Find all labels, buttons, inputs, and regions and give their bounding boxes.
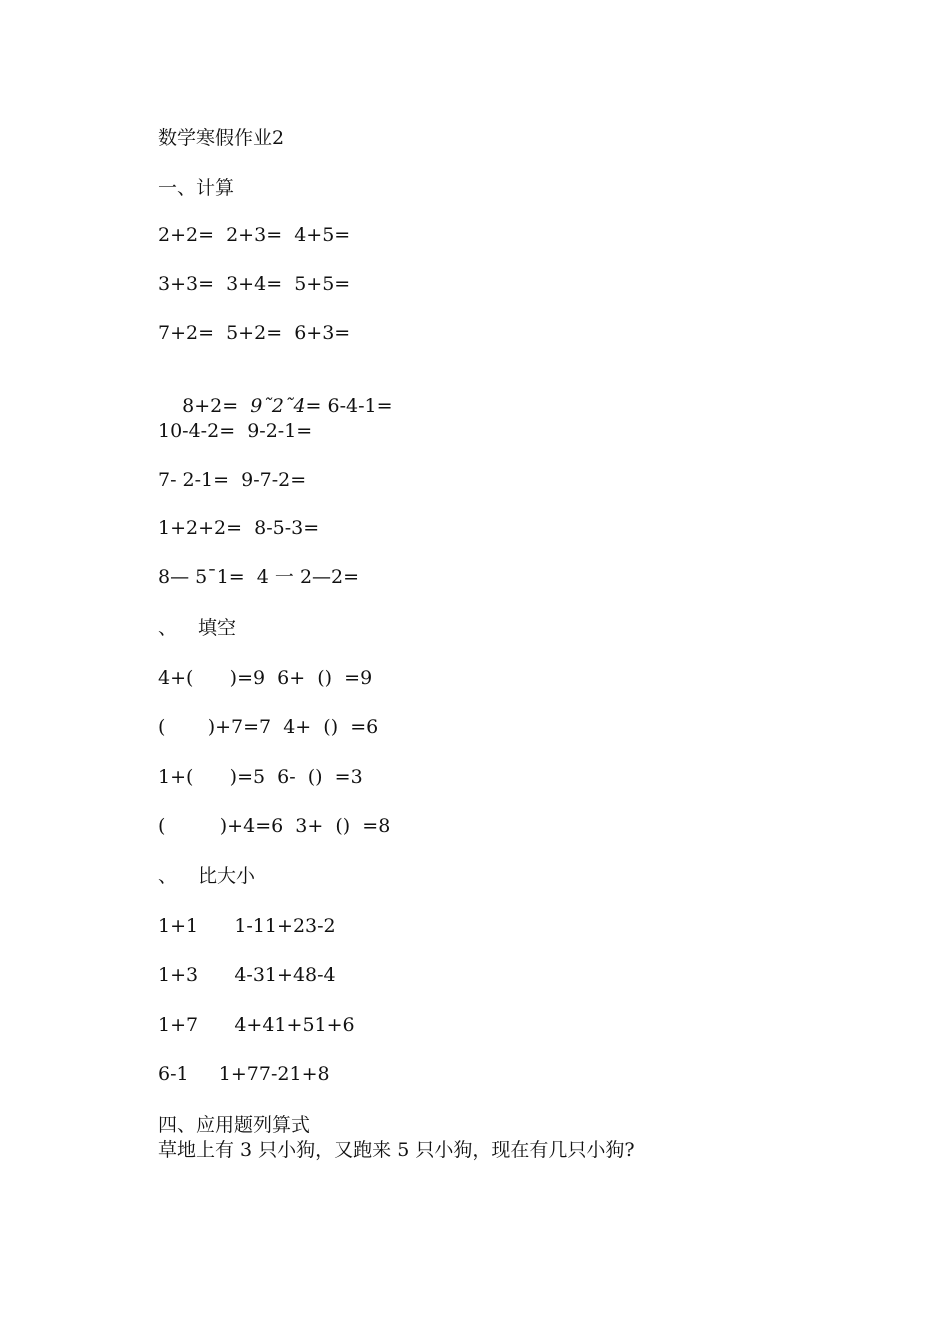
calculation-expression: 6-4-1=	[321, 395, 393, 417]
fill-blank-row: 4+( )=9 6+ () =9	[158, 667, 373, 689]
word-problem-question: 草地上有 3 只小狗，又跑来 5 只小狗，现在有几只小狗?	[158, 1139, 635, 1161]
calculation-row: 8— 5¯1= 4 一 2—2=	[158, 566, 360, 588]
fill-blank-row: 1+( )=5 6- () =3	[158, 766, 363, 788]
compare-row: 6-1 1+77-21+8	[158, 1063, 330, 1085]
section-fill-blank-heading: 填空	[198, 617, 237, 639]
document-title: 数学寒假作业2	[158, 127, 285, 149]
compare-row: 1+7 4+41+51+6	[158, 1014, 355, 1036]
calculation-row: 2+2= 2+3= 4+5=	[158, 224, 351, 246]
calculation-row: 1+2+2= 8-5-3=	[158, 517, 320, 539]
compare-row: 1+1 1-11+23-2	[158, 915, 336, 937]
section-calculation-heading: 一、计算	[158, 177, 235, 199]
calculation-row: 3+3= 3+4= 5+5=	[158, 273, 351, 295]
calculation-row: 7- 2-1= 9-7-2=	[158, 469, 307, 491]
fill-blank-row: ( )+7=7 4+ () =6	[158, 716, 379, 738]
fill-blank-row: ( )+4=6 3+ () =8	[158, 815, 391, 837]
calculation-expression: 8+2=	[182, 395, 251, 417]
section-word-problem-heading: 四、应用题列算式	[158, 1114, 311, 1136]
calculation-expression-distorted: 9˜2˜4=	[250, 395, 322, 417]
calculation-row: 10-4-2= 9-2-1=	[158, 420, 313, 442]
section-compare-mark: 、	[158, 865, 178, 887]
calculation-row: 7+2= 5+2= 6+3=	[158, 322, 351, 344]
compare-row: 1+3 4-31+48-4	[158, 964, 336, 986]
section-fill-blank-mark: 、	[158, 617, 178, 639]
section-compare-heading: 比大小	[198, 865, 256, 887]
